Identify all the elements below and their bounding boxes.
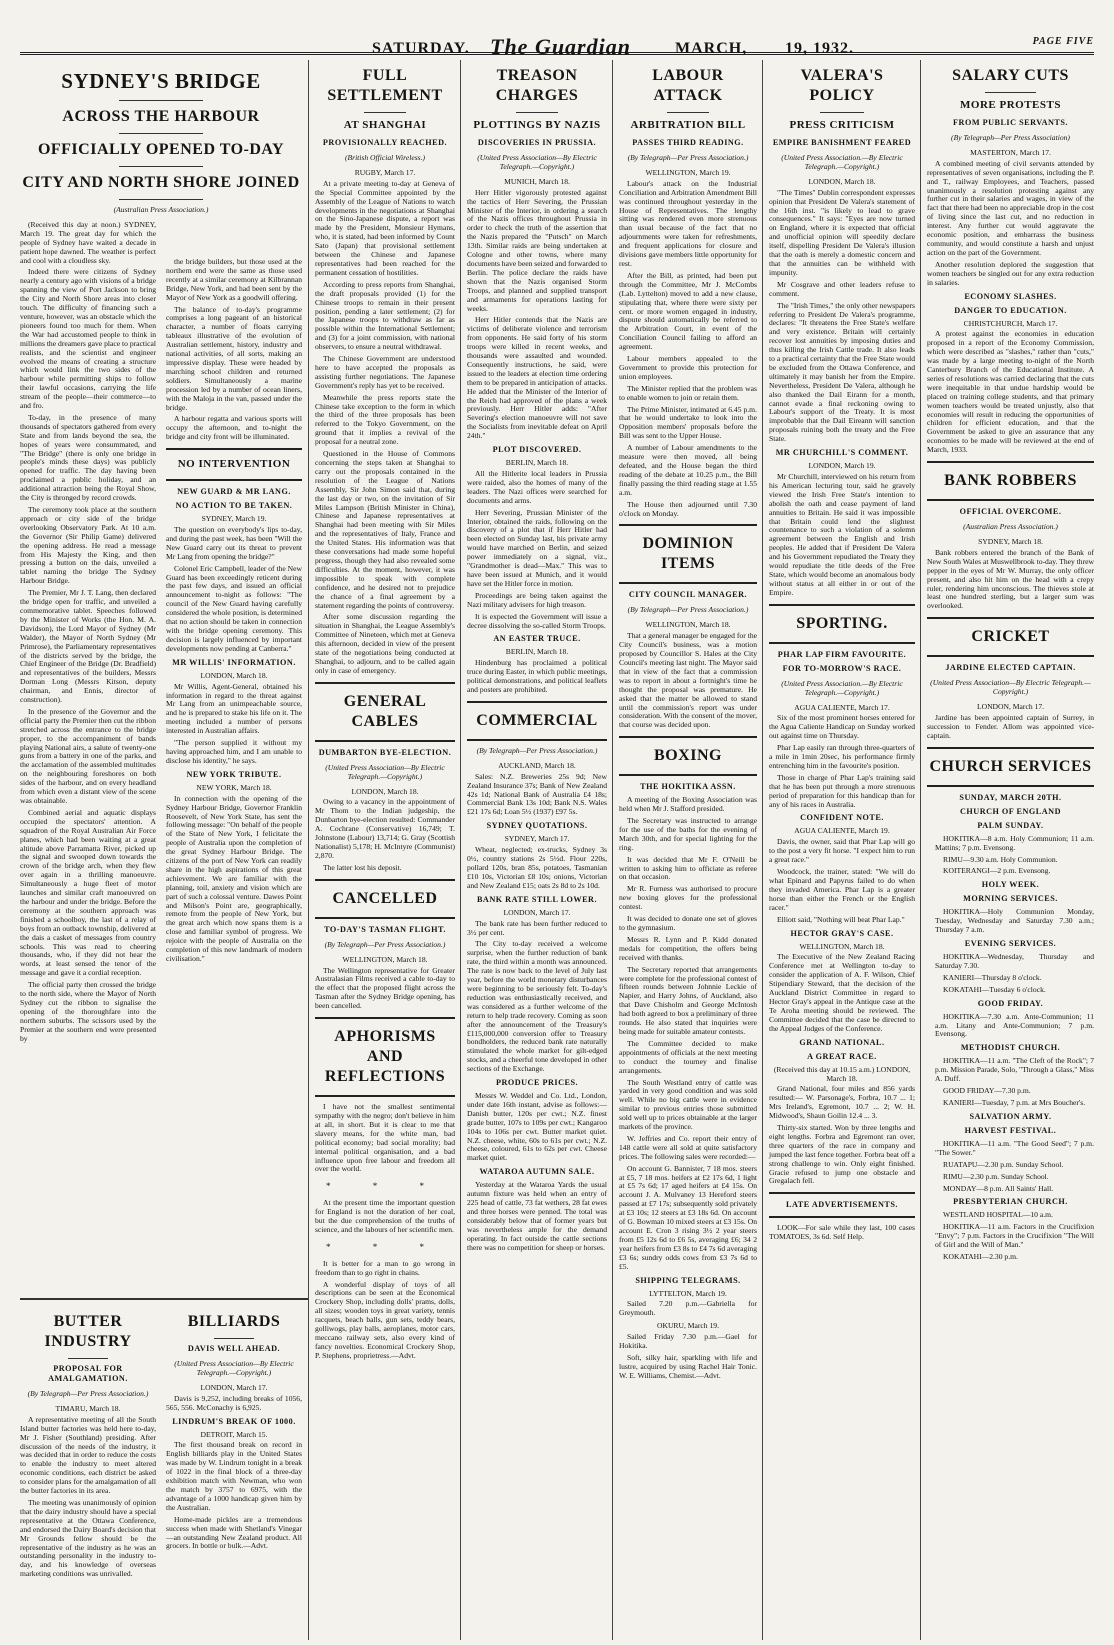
paragraph: The Secretary was instructed to arrange for the use of the baths for the evening of March 30th, and for special lighting for the ring. (619, 816, 757, 852)
paragraph: The meeting was unanimously of opinion that the dairy industry should have a special representative at the Ottawa Conference, and endorsed the Dairy Board's decision that Mr Grounds fellow should be the representative of the industry as he was an outstanding personality in the industry to-day, and his knowledge of overseas marketing conditions was unrivalled. (20, 1497, 156, 1579)
paragraph: Sailed 7.20 p.m.—Gabriella for Greymouth. (619, 1299, 757, 1318)
dateline: WELLINGTON, March 19. (645, 167, 731, 177)
subhead: OFFICIAL OVERCOME. (959, 507, 1062, 517)
subhead: FROM PUBLIC SERVANTS. (953, 118, 1068, 127)
paragraph: A harbour regatta and various sports will occupy the afternoon, and to-night the bridge and city front will be illuminated. (166, 414, 302, 442)
subhead: DISCOVERIES IN PRUSSIA. (477, 138, 597, 147)
article-billiards (166, 1306, 302, 1636)
paragraph: A protest against the economies in education proposed in a report of the Economy Commission, which were described as "slashes," rather than "cuts," was made by a large meeting to-night of the North Canterbury Branch of the Educational Institute. A series of resolutions was carried declaring that the cuts were inequitable in that undue hardship would be placed on training college students, and that primary women teachers would be treated unjustly, also that economies will result in reducing the opportunities of children for efficient education, and that the Government be asked to give an assurance that any economies to be made will be reviewed at the end of March, 1933. (927, 329, 1094, 455)
press-credit: (By Telegraph—Per Press Association.) (627, 605, 749, 615)
dateline: TIMARU, March 18. (55, 1403, 121, 1413)
subhead: HARVEST FESTIVAL. (964, 1125, 1057, 1135)
subhead: EMPIRE BANISHMENT FEARED (772, 138, 912, 147)
paragraph: In the presence of the Governor and the official party the Premier then cut the ribbon stretched across the entrance to the bridge proper, to the accompaniment of bands playing National airs, a salute of twenty-one guns from a battery in one of the parks, and the acclamation of the assembled multitudes on the neighbouring foreshores on both sides of the harbour, and on every headland from which even a distant view of the scene was obtainable. (20, 706, 156, 805)
service-listing: KOITERANGI—2 p.m. Evensong. (943, 866, 1051, 876)
paragraph: The Secretary reported that arrangements were complete for the professional contest of fifteen rounds between Johnnie Leckie of Napier, and Harry Johns, of Auckland, also that Dave Chisholm and George McIntosh had both agreed to box a preliminary of three rounds. He also stated that inquiries were being made for suitable amateur contests. (619, 964, 757, 1036)
subhead-no-action: NO ACTION TO BE TAKEN. (175, 501, 293, 511)
paragraph: Combined aerial and aquatic displays occupied the spectators' attention. A squadron of the Royal Australian Air Force planes, which had been waiting at a great altitude above Parramatta River, picked up the signal and swooped down towards the crown of the bridge arch, when they flew over again in a thrilling manoeuvre. Simultaneously a huge fleet of motor launches and similar craft manoeuvred on the harbour and under the bridge. Before the ceremony at the southern approach was finished a schoolboy, the last of a relay of boys from an outback township, delivered at the dais a casket of messages from country schools. This was read to cheering thousands, who, if they did not hear the words, at least sensed the tenor of the message and gave it a cordial reception. (20, 807, 156, 978)
headline-labour-attack: LABOUR ATTACK (652, 67, 724, 104)
press-credit: (By Telegraph—Per Press Association.) (324, 939, 446, 949)
subhead: CHURCH OF ENGLAND (960, 806, 1061, 816)
headline-boxing: BOXING (654, 747, 722, 765)
press-credit: (United Press Association—By Electric Telegraph.—Copyright.) (325, 762, 445, 781)
paragraph: The House then adjourned until 7.30 o'clock on Monday. (619, 499, 757, 518)
service-listing: RUATAPU—2.30 p.m. Sunday School. (943, 1159, 1064, 1169)
subhead: HECTOR GRAY'S CASE. (790, 928, 894, 938)
divider (516, 112, 558, 113)
paragraph: At a private meeting to-day at Geneva of the Special Committee appointed by the Assembly of the League of Nations to watch developments in the negotiations at Shanghai on the Sino-Japanese dispute, a report was made by the President, Monsieur Hymans, who, it is stated, had been informed by Count Sato (Japan) that provisional settlement between the Chinese and Japanese representatives had been reached for the permanent cessation of hostilities. (315, 178, 455, 277)
headline-butter-industry: BUTTER INDUSTRY (44, 1313, 132, 1350)
press-credit: (United Press Association—By Electric Telegraph.—Copyright.) (477, 153, 597, 171)
paragraph: The "Irish Times," the only other newspapers referring to President De Valera's programme, declares: "It threatens the Free State's welfare and very existence. Britain will certainly recover lost annuities by imposing duties and thus killing the Irish Cattle trade. It also leads to a practical certainty that the Free State would be excluded from the Ottawa Conference, and ultimately it may banish her from the Empire. Nevertheless, President De Valera, although he also thanked the Dail Eirann for a month, cannot evade a final reckoning owing to Labour's support of the Treaty. It is most improbable that the Dail Eireann will sanction proposals ruining both the treaty and the Free State. (769, 300, 915, 444)
paragraph: Davis is 9,252, including breaks of 1056, 565, 556. McConachy is 6,925. (166, 1393, 302, 1412)
paragraph: A meeting of the Boxing Association was held when Mr J. Stafford presided. (619, 795, 757, 814)
divider (985, 92, 1035, 93)
paragraph: Mr Cosgrave and other leaders refuse to comment. (769, 279, 915, 298)
dateline: MUNICH, March 18. (504, 176, 570, 186)
advertisement: A wonderful display of toys of all descriptions can be seen at the Economical Crockery Shop, including dolls' prams, dolls, all sizes; wooden toys in great variety, tennis racquets, beach balls, gun sets, teddy bears, golliwogs, play balls, aeroplanes, motor cars, meccano railway sets, also every kind of fancy novelties. Economical Crockery Shop, P. Stephens, proprietress.—Advt. (315, 1279, 455, 1360)
dateline: WELLINGTON, March 18. (645, 620, 731, 630)
subhead: AN EASTER TRUCE. (493, 634, 581, 644)
headline-billiards: BILLIARDS (187, 1313, 281, 1330)
headline-valeras-policy: VALERA'S POLICY (800, 67, 884, 104)
subhead: PRODUCE PRICES. (495, 1078, 579, 1088)
subhead: EVENING SERVICES. (964, 939, 1057, 949)
dateline: BERLIN, March 18. (505, 458, 569, 468)
paragraph: The City to-day received a welcome surprise, when the further reduction of bank rate, the third within a month was announced. The rate is now back to the level of July last year, before the world monetary disturbances were beginning to be seriously felt. To-day's reduction was enthusiastically received, and was considered as a further welcome of the return to help trade recovery. Coming as soon after the announcement of the Treasury's £115,000,000 conversion offer to Treasury bondholders, the reduced bank rate naturally stimulated the whole market for gilt-edged stocks, and a cheerful tone developed in other sections of the Exchange. (467, 939, 607, 1074)
paragraph: The Minister replied that the problem was to enable women to join or retain them. (619, 383, 757, 402)
subhead: PROPOSAL FOR AMALGAMATION. (48, 1364, 128, 1383)
paragraph: the bridge builders, but those used at the northern end were the same as those used recently at a similar ceremony at Kilbrannan Bridge, New York, and had been sent by the Mayor of New York as a goodwill offering. (166, 257, 302, 302)
subhead-arbitration: ARBITRATION BILL (630, 119, 746, 131)
press-credit: (By Telegraph—Per Press Association.) (27, 1389, 149, 1398)
subhead: FOR TO-MORROW'S RACE. (782, 663, 902, 673)
dateline: LONDON, March 17. (503, 907, 571, 917)
dateline: LONDON, March 18. (200, 670, 268, 680)
subhead: BANK RATE STILL LOWER. (476, 894, 598, 904)
subhead-shanghai: AT SHANGHAI (343, 119, 427, 131)
press-credit: (United Press Association.—By Electric Telegraph.—Copyright.) (781, 153, 903, 171)
paragraph: Yesterday at the Wataroa Yards the usual autumn fixture was held when an entry of 225 head of cattle, 73 fat wethers, 28 fat ewes and three horses were penned. The total was considerably below that of former years but was nevertheless ample for the demand operating. In fact outside the cattle sections there was no competition for sheep or horses. (467, 1180, 607, 1252)
advertisement: Home-made pickles are a tremendous success when made with Shetland's Vinegar—an outstanding New Zealand product. All grocers. In bottle or bulk.—Advt. (166, 1514, 302, 1551)
column-7 (927, 60, 1094, 1635)
divider (820, 112, 864, 113)
paragraph: Herr Severing, Prussian Minister of the Interior, obtained the raids, following on the discovery of a plot that if Herr Hitler had been elected on Sunday last, his private army would have marched on Berlin, and seized power immediately on a signal, viz., "Grandmother is dead—Max." This was to have been issued at Munich, and it would have set the Hitler force in motion. (467, 507, 607, 588)
subhead-new-york: NEW YORK TRIBUTE. (186, 769, 282, 779)
divider (214, 1338, 255, 1339)
subhead: CONFIDENT NOTE. (800, 813, 884, 823)
article-sydney-col2 (166, 258, 302, 1296)
paragraph: The latter lost his deposit. (323, 862, 402, 872)
paragraph: The Prime Minister, intimated at 6.45 p.m. that he would undertake to look into the Opposition members' proposals before the Bill was sent to the Upper House. (619, 404, 757, 441)
paragraph: I have not the smallest sentimental sympathy with the negro; don't believe in him at all, in short. But it is clear to me that slavery means, for the white man, bad political economy; bad social morality; bad internal political organisation, and a bad influence upon free labour and freedom all over the world. (315, 1102, 455, 1174)
dateline: SYDNEY, March 18. (978, 537, 1043, 546)
separator: * * * (326, 1241, 444, 1252)
subhead-officially-opened: OFFICIALLY OPENED TO-DAY (37, 141, 285, 158)
subhead: DUMBARTON BYE-ELECTION. (318, 747, 452, 757)
service-listing: KOKATAHI—2.30 p.m. (943, 1252, 1018, 1262)
service-listing: HOKITIKA—8 a.m. Holy Communion; 11 a.m. Mattins; 7 p.m. Evensong. (935, 833, 1094, 852)
column-3 (315, 60, 455, 1635)
subhead: PROVISIONALLY REACHED. (322, 138, 448, 147)
dateline: AGUA CALIENTE, March 17. (794, 702, 890, 712)
advertisement: Soft, silky hair, sparkling with life and lustre, acquired by using Rachel Hair Tonic. W. E. Williams, Chemist.—Advt. (619, 1352, 757, 1380)
dateline: WELLINGTON, March 18. (342, 954, 428, 964)
paragraph: W. Jeffries and Co. report their entry of 148 cattle were all sold at quite satisfactory prices. The following sales were recorded:— (619, 1133, 757, 1161)
subhead: A GREAT RACE. (807, 1051, 877, 1061)
paragraph: Sales: N.Z. Breweries 25s 9d; New Zealand Insurance 37s; Bank of New Zealand 42s 1d; National Bank of Australia £4 18s; Commercial Bank 13s 10d; Bank N.S. Wales £21 17s 6d; Loan 5½ (1937) £97 5s. (467, 771, 607, 817)
column-rule (460, 60, 461, 1640)
masthead-title: The Guardian (490, 34, 631, 59)
dateline: LONDON, March 18. (351, 786, 419, 796)
paragraph: On account G. Bannister, 7 18 mos. steers at £5, 7 18 mos. heifers at £2 17s 6d, 1 light at £5 7s 6d; 17 aged heifers at £4 15s. On account J. A. Mulvaney 13 Hereford steers passed at £7 17s; subsequently sold privately at £3 10s; 12 steers at £3 18s 6d. On account of G. Bowman 10 mixed steers at £3 15s. On account E. Cron 3 rising 3½ 2 year steers from £5 12s 6d to £6 5s, averaging £6; 34 2 year heifers from £3 8s to £4 7s 6d averaging £3 6s; sundry odds cows from £3 7s 6d to £5. (619, 1163, 757, 1271)
paragraph: Indeed there were citizens of Sydney nearly a century ago with visions of a bridge spanning the view of Port Jackson to bring the City and North Shore areas into closer touch. The difficulty of financing such a venture, however, was an obstacle which the pioneers found too much for them. When the War had accustomed people to think in millions the dreamers gave place to practical realists, and the scientist and engineer evolved the means of creating a structure which would link the two sides of the harbour while permitting ships to follow their lawful occasions, carrying the life stream of the people—their commerce—to and fro. (20, 267, 156, 411)
headline-cricket: CRICKET (971, 628, 1050, 646)
paragraph: "The person supplied it without my having approached him, and I am unable to disclose his identity," he says. (166, 738, 302, 765)
headline-sporting: SPORTING. (796, 614, 888, 632)
service-listing: HOKITIKA—7.30 a.m. Ante-Communion; 11 a.m. Litany and Ante-Communion; 7 p.m. Evensong. (935, 1011, 1094, 1039)
divider (667, 112, 708, 113)
paragraph: A combined meeting of civil servants attended by representatives of seven organisations, including the P. and T., railway Employees, and Teachers, passed unanimously a resolution protesting against any further cut in their salaries and wages, in view of the fact that there had been no appreciable drop in the cost of living since the last cut, and no reduction in interest. Any further cut would aggravate the economic position, and embarrass the business community, and would constitute a harsh and unjust action on the part of the Government. (927, 158, 1094, 257)
paragraph: To-day, in the presence of many thousands of spectators gathered from every State and from lands beyond the sea, the hopes of years were consummated, and "The Bridge" (there is only one bridge in people's minds these days) was publicly opened for traffic. The day having been proclaimed a public holiday, and an additional attraction being the Royal Show, the City is thronged by record crowds. (20, 412, 156, 503)
paragraph: The South Westland entry of cattle was yarded in very good condition and was sold well. While no big cattle were in evidence similar to previous entries those submitted sold well up to prices obtainable at the larger markets of the province. (619, 1077, 757, 1132)
paragraph: At the present time the important question for England is not the duration of her coal, but the due comprehension of the truths of science, and the labours of her scientific men. (315, 1198, 455, 1234)
paragraph: The balance of to-day's programme comprises a long pageant of an historical character, a number of floats carrying tableaux illustrative of the evolution of Australian settlement, history, industry and national activities, of all sorts, making an impressive display. These were headed by marching school children and returned soldiers. Simultaneously a marine procession led by a number of ocean liners, with the Maloja in the van, passed under the bridge. (166, 304, 302, 412)
subhead: CITY COUNCIL MANAGER. (628, 590, 748, 600)
headline-aphorisms: APHORISMS AND REFLECTIONS (324, 1028, 446, 1086)
paragraph: After some discussion regarding the situation in Shanghai, the League Assembly's Committee of Nineteen, which met at Geneva this afternoon, decided in view of the present state of the negotiations being conducted at Shanghai, to adjourn, and to be called again only in case of emergency. (315, 612, 455, 675)
subhead: WATAROA AUTUMN SALE. (479, 1167, 595, 1177)
dateline: LONDON, March 17. (976, 702, 1045, 712)
dateline: (Received this day at 10.15 a.m.) LONDON, March 18. (773, 1064, 911, 1083)
dateline: DETROIT, March 15. (200, 1429, 268, 1439)
service-listing: RIMU—9.30 a.m. Holy Communion. (943, 854, 1058, 864)
subhead: PALM SUNDAY. (977, 820, 1044, 830)
service-listing: KANIERI—Tuesday, 7 p.m. at Mrs Boucher's. (943, 1098, 1086, 1107)
subhead: DAVIS WELL AHEAD. (187, 1344, 281, 1353)
paragraph: Another resolution deplored the suggestion that women teachers be singled out for any extra reduction in salaries. (927, 259, 1094, 287)
paragraph: It was decided that Mr F. O'Neill be written to asking him to officiate as referee on that occasion. (619, 854, 757, 882)
dateline: LYTTELTON, March 19. (649, 1288, 727, 1298)
headline-treason-charges: TREASON CHARGES (495, 67, 579, 104)
subhead: MORNING SERVICES. (963, 894, 1058, 904)
paragraph: According to press reports from Shanghai, the draft proposals provided (1) for the Chinese troops to remain in their present position, pending a later settlement; (2) for the Japanese troops to withdraw as far as possible within the International Settlement; and (3) for a joint commission, with national observers, to ensure a neutral withdrawal. (315, 279, 455, 352)
headline-commercial: COMMERCIAL (476, 711, 598, 729)
subhead-across-harbour: ACROSS THE HARBOUR (62, 108, 260, 125)
paragraph: Colonel Eric Campbell, leader of the New Guard has been exceedingly reticent during the past few days, and issued an official announcement to-night as follows: "The council of the New Guard having carefully considered the whole position, is determined that no action should be taken in connection with the bridge opening ceremony. This decision is largely influenced by important developments now pending at Canberra." (166, 563, 302, 653)
column-rule (612, 60, 613, 1640)
subhead: TO-DAY'S TASMAN FLIGHT. (324, 924, 446, 934)
paragraph: Questioned in the House of Commons concerning the steps taken at Shanghai to carry out the proposals contained in the resolution of the League of Nations Assembly, Sir John Simon said that, during the last day or two, on the invitation of Sir Miles Lampson (British Minister in China), Chinese and Japanese representatives at Shanghai had been meeting with Sir Miles and the representatives of Italy, France and the United States. His information was that these conversations had made some hopeful progress, though they had also revealed some difficulties. At the moment, however, it was impossible to speak with complete confidence, and he desired not to prejudice the chance of a final agreement by a statement regarding the points of controversy. (315, 449, 455, 610)
subhead: PASSES THIRD READING. (632, 138, 744, 147)
headline-church-services: CHURCH SERVICES (929, 757, 1092, 775)
subhead: GRAND NATIONAL. (799, 1037, 885, 1047)
headline-full-settlement: FULL SETTLEMENT (327, 67, 443, 104)
dateline: BERLIN, March 18. (505, 647, 569, 657)
subhead: JARDINE ELECTED CAPTAIN. (945, 663, 1076, 673)
service-listing: HOKITIKA—11 a.m. "The Cleft of the Rock"; 7 p.m. Mission Parade, Solo, "Through a Glass," Miss A. Duff. (935, 1056, 1094, 1084)
headline-sydney-bridge: SYDNEY'S BRIDGE (61, 69, 261, 93)
dateline: LONDON, March 19. (808, 461, 876, 471)
headline-cancelled: CANCELLED (332, 889, 438, 907)
dateline: OKURU, March 19. (656, 1321, 719, 1331)
paragraph: Woodcock, the trainer, stated: "We will do what Epinard and Papyrus failed to do when they invaded America. Phar Lap is a greater horse than either the French or the English racer." (769, 867, 915, 912)
masthead-month: MARCH, (675, 40, 748, 57)
paragraph: Labour members appealed to the Government to provide this protection for union employees. (619, 354, 757, 381)
service-listing: MONDAY—8 p.m. All Saints' Hall. (943, 1183, 1054, 1193)
paragraph: "The Times" Dublin correspondent expresses opinion that President De Valera's statement of the 16th inst. "is likely to lead to grave consequences." It says: "Eyes are now turned on England, where it is expected that official and unofficial opinion will speedily declare itself, dispelling President De Valera's illusion that the oath is merely a domestic concern and that the annuities can be withheld with impunity. (769, 187, 915, 277)
headline-salary-cuts: SALARY CUTS (952, 67, 1069, 84)
paragraph: Davis, the owner, said that Phar Lap will go to the post a very fit horse. "I expect him to run a great race." (769, 837, 915, 865)
paragraph: The Premier, Mr J. T. Lang, then declared the bridge open for traffic, and unveiled a commemorative tablet. Speeches followed by the Minister of Works (the Hon. M. A. Davidson), the Lord Mayor of Sydney (Mr Walder), the Mayor of North Sydney (Mr Primrose), the Parliamentary representatives of the districts served by the bridge, the Chief Engineer of the Bridge (Dr. Bradfield) and representatives of the builders, Messrs Dorman Long (Messrs Kitson, deputy chairman, and Ennis, director of construction). (20, 588, 156, 705)
subhead: ECONOMY SLASHES. (964, 291, 1057, 301)
paragraph: It was decided to donate one set of gloves to the gymnasium. (619, 914, 757, 932)
page-number: PAGE FIVE (1032, 36, 1094, 47)
subhead-willis: MR WILLIS' INFORMATION. (172, 657, 296, 667)
dateline: LONDON, March 17. (200, 1382, 268, 1392)
press-credit: (By Telegraph—Per Press Association.) (476, 745, 598, 755)
subhead: SALVATION ARMY. (969, 1111, 1052, 1121)
paragraph: Herr Hitler vigorously protested against the tactics of Herr Severing, the Prussian Minister of the Interior, in ordering a search of the Nazis offices throughout Prussia in order to check the truth of the assertion that the Nazis prepared the "Putsch" on March 13th. Similar raids are being undertaken at Cologne and other towns, where many documents have been seized and forwarded to Berlin. The police declare the raids have shown that the Nazis organised Storm Troops, and planned and supplied transport and armaments for operations lasting for weeks. (467, 187, 608, 313)
paragraph: The ceremony took place at the southern approach or city side of the bridge overlooking Observatory Park. At 10 a.m. the Governor (Sir Philip Game) delivered the opening address. He read a message from His Majesty the King, and then pressing a button on the dais, unveiled a tablet naming the bridge The Sydney Harbour Bridge. (20, 505, 156, 586)
subhead: LINDRUM'S BREAK OF 1000. (172, 1416, 296, 1426)
subhead: SUNDAY, MARCH 20TH. (959, 792, 1062, 802)
service-listing: GOOD FRIDAY—7.30 p.m. (943, 1086, 1031, 1096)
service-listing: HOKITIKA—Holy Communion Monday, Tuesday, Wednesday and Saturday 7.30 a.m.; Thursday 7 a.m. (935, 907, 1094, 935)
masthead (20, 12, 1094, 59)
paragraph: Those in charge of Phar Lap's training said that he has been put through a more strenuous period of preparation for this handicap than for any of his races in Australia. (769, 772, 915, 809)
paragraph: Mr R. Furness was authorised to procure new boxing gloves for the professional contest. (619, 884, 757, 912)
paragraph: Six of the most prominent horses entered for the Agua Caliente Handicap on Sunday worked out against time on Thursday. (769, 713, 915, 741)
subhead-nazis: PLOTTINGS BY NAZIS (473, 119, 601, 131)
paragraph: Phar Lap easily ran through three-quarters of a mile in 1min 20sec, his performance firmly entrenching him in the favourite's position. (769, 743, 915, 770)
paragraph: Labour's attack on the Industrial Conciliation and Arbitration Amendment Bill was continued throughout yesterday in the House of Representatives. The lengthy sitting was rendered even more strenuous than usual because of the fact that no adjournments were taken for refreshments, and frequent applications for closure and divisions gave members little opportunity for rest. (619, 178, 757, 268)
service-listing: KOKATAHI—Tuesday 6 o'clock. (943, 984, 1046, 994)
subhead-city-north-shore: CITY AND NORTH SHORE JOINED (22, 174, 300, 191)
subhead-shipping: SHIPPING TELEGRAMS. (635, 1275, 741, 1285)
subhead: PRESBYTERIAN CHURCH. (953, 1197, 1068, 1207)
headline-bank-robbers: BANK ROBBERS (944, 472, 1077, 490)
dateline: NEW YORK, March 18. (196, 782, 272, 792)
paragraph: A representative meeting of all the South Island butter factories was held here to-day, Mr J. Fisher (Southland) presiding. After discussion of the needs of the industry, it was decided that in order to reduce the costs to enable the industry to meet altered economic conditions, each district be asked to consider plans for the amalgamation of all the butter factories in its area. (20, 1414, 157, 1496)
divider (364, 112, 406, 113)
dateline: LONDON, March 18. (808, 176, 876, 186)
paragraph: Sailed Friday 7.30 p.m.—Gael for Hokitika. (619, 1332, 757, 1351)
press-credit: (United Press Association.—By Electric Telegraph.—Copyright.) (781, 678, 903, 697)
paragraph: Owing to a vacancy in the appointment of Mr Thom to the Indian judgeship, the Dunbarton bye-election resulted: Commander A. Cochrane (Conservative) 16,749; T. Johnstone (Labour) 13,714; G. Gray (Scottish Nationalist) 5,178; H. McIntyre (Communist) 2,870. (315, 797, 455, 860)
subhead: GOOD FRIDAY. (977, 998, 1044, 1008)
dateline: SYDNEY, March 17. (504, 834, 570, 844)
paragraph: The official party then crossed the bridge to the north side, where the Mayor of North Sydney cut the ribbon to signalise the opening of the thoroughfare into the northern suburbs. The scissors used by the Premier at the southern end were presented by (20, 980, 156, 1043)
paragraph: In connection with the opening of the Sydney Harbour Bridge, Governor Franklin Roosevelt, of New York State, has sent the following message: "On behalf of the people of the State of New York, I felicitate the people of Australia upon the completion of the great Sydney Harbour Bridge. The citizens of the port of New York can readily share in the high aspirations of this great achievement. We are familiar with the planning, toil, anxiety and vision which are part of such a colossal venture. Dawes Point and Milson's Point are, geographically, remote from the people of New York, but the great arch which now spans them is a close and familiar symbol of progress. We rejoice with the people of Australia on the completion of this new landmark of modern civilisation." (166, 793, 302, 963)
paragraph: (Received this day at noon.) SYDNEY, March 19. The great day for which the people of Sydney have waited a decade in patient hope dawned. The weather is perfect and cool with a cloudless sky. (20, 219, 156, 265)
dateline: MASTERTON, March 17. (970, 147, 1051, 157)
paragraph: Wheat, neglected; ex-trucks, Sydney 3s 0½, country stations 2s 5½d. Flour 220s, pollard 120s, bran 85s, potatoes, Tasmanian £10 10s, Victorian £8 10s; onions, Victorian and New Zealand £15; oats 2s 8d to 2s 10d. (467, 845, 607, 890)
paragraph: Mr Willis, Agent-General, obtained his information in regard to the threat against Mr Lang from an unimpeachable source, and he is prepared to stake his life on it. The meeting included a number of persons interested in Australian affairs. (166, 681, 302, 736)
subhead: PHAR LAP FIRM FAVOURITE. (777, 649, 907, 659)
dateline: AGUA CALIENTE, March 19. (794, 826, 890, 836)
paragraph: It is expected the Government will issue a decree dissolving the so-called Storm Troops. (467, 611, 607, 630)
article-butter (20, 1306, 156, 1636)
paragraph: All the Hitlerite local leaders in Prussia were raided, also the homes of many of the leaders. The Nazi offices were searched for documents and arms. (467, 469, 607, 505)
masthead-date: 19, 1932. (785, 40, 854, 57)
headline-late-ads: LATE ADVERTISEMENTS. (786, 1200, 898, 1210)
dateline: CHRISTCHURCH, March 17. (963, 318, 1058, 328)
paragraph: Herr Hitler contends that the Nazis are victims of deliberate violence and terrorism from opponents. He said forty of his storm troops were killed in recent weeks, and thousands were assaulted and wounded. Consequently instructions, he said, were issued to the leaders at election time ordering them to be prepared in anticipation of attacks. He added that the Minister of the Interior of the Reich had approved of the plans a week previously. Herr Hitler adds: "After Severing's election manoeuvre will not save the Socialists from inevitable defeat on April 24th." (467, 315, 607, 441)
service-listing: KANIERI—Thursday 8 o'clock. (943, 972, 1042, 982)
dateline: WELLINGTON, March 18. (799, 941, 885, 951)
paragraph: It is better for a man to go wrong in freedom than to go right in chains. (315, 1258, 455, 1277)
paragraph: The bank rate has been further reduced to 3½ per cent. (467, 918, 607, 937)
service-listing: HOKITIKA—11 a.m. Factors in the Crucifixion "Envy"; 7 p.m. Factors in the Crucifixion "The Will of Girl and the Will of Man." (935, 1222, 1094, 1250)
divider (119, 166, 204, 167)
paragraph: Bank robbers entered the branch of the Bank of New South Wales at Muswellbrook to-day. They threw pepper in the eyes of Mr W. Murray, the only officer present, and also hit him on the head with a crepy ruler, rendering him unconscious. The thieves stole at least one hundred sterling, but a larger sum was overlooked. (927, 547, 1094, 611)
subhead: DANGER TO EDUCATION. (954, 305, 1067, 315)
service-listing: RIMU—2.30 p.m. Sunday School. (943, 1171, 1049, 1181)
masthead-day: SATURDAY. (372, 40, 470, 57)
press-credit: (British Official Wireless.) (344, 153, 426, 162)
headline-general-cables: GENERAL CABLES (343, 692, 427, 730)
column-5 (619, 60, 757, 1635)
paragraph: Mr Churchill, interviewed on his return from his American lecturing tour, said he gravely viewed the Irish Free State's intention to abolish the oath and cease payment of land annuities to Britain. He said it was impossible that Britain could lend the slightest countenance to such a violation of a solemn agreement between the English and Irish peoples. He added that if President De Valera and his Government repudiated the Treaty they would repudiate the title deeds of the Free State, which would become an anomalous body without status at all either in or out of the Empire. (769, 472, 915, 597)
paragraph: Proceedings are being taken against the Nazi military advisers for high treason. (467, 590, 607, 609)
paragraph: The Chinese Government are understood here to have accepted the proposals as assisting further negotiations. The Japanese Government's reply has yet to be received. (315, 354, 455, 390)
paragraph: The Committee decided to make appointments of officials at the next meeting to conduct the tourney and finalise arrangements. (619, 1038, 757, 1075)
column-6 (769, 60, 915, 1635)
paragraph: Messrs R. Lynn and P. Kidd donated medals for competition, the offers being received with thanks. (619, 934, 757, 962)
press-credit: (By Telegraph—Per Press Association.) (627, 153, 749, 162)
divider (119, 133, 204, 134)
divider (119, 100, 204, 101)
service-listing: HOKITIKA—Wednesday, Thursday and Saturday 7.30. (935, 952, 1094, 970)
column-rule (920, 60, 921, 1640)
subhead: METHODIST CHURCH. (960, 1043, 1061, 1053)
press-credit: (Australian Press Association.) (113, 205, 209, 214)
service-listing: WESTLAND HOSPITAL—10 a.m. (943, 1210, 1053, 1220)
paragraph: Messrs W. Weddel and Co. Ltd., London, under date 16th instant, advise as follows:— Danish butter, 120s per cwt.; N.Z. finest grade butter, 107s to 109s per cwt.; Kangaroo 104s to 106s per cwt. Butter market quiet. N.Z. cheese, white, 60s to 61s per cwt.; N.Z. cheese, coloured, 61s to 62s per cwt. Cheese market quiet. (467, 1091, 607, 1163)
paragraph: Jardine has been appointed captain of Surrey, in succession to Fender. Allom was appointed vice-captain. (927, 712, 1094, 740)
separator: * * * (326, 1181, 444, 1192)
headline-dominion-items: DOMINION ITEMS (642, 535, 734, 573)
subhead: MR CHURCHILL'S COMMENT. (775, 448, 909, 458)
paragraph: Hindenburg has proclaimed a political truce during Easter, in which public meetings, political demonstrations, and political leaflets and posters are prohibited. (467, 658, 607, 695)
press-credit: (United Press Association—By Electric Telegraph.—Copyright.) (930, 678, 1091, 697)
paragraph: After the Bill, as printed, had been put through the Committee, Mr J. McCombs (Lab. Lyttelton) moved to add a new clause, stipulating that, where there were sixty per cent. or more women engaged in industry, dispute should automatically be referred to the Arbitration Court, in event of the Conciliation Council failing to afford an agreement. (619, 270, 757, 352)
subhead-press-criticism: PRESS CRITICISM (789, 119, 895, 131)
column-rule (308, 60, 309, 1640)
paragraph: The Wellington representative for Greater Australasian Films received a cable to-day to the effect that the proposed flight across the Tasman after the Sydney Bridge opening, has been cancelled. (315, 965, 455, 1011)
press-credit: (United Press Association—By Electric Telegraph.—Copyright.) (174, 1359, 294, 1377)
subhead: HOLY WEEK. (981, 880, 1040, 890)
dateline: RUGBY, March 17. (354, 167, 416, 177)
section-rule (20, 1298, 308, 1300)
paragraph: The question on everybody's lips to-day, and during the past week, has been "Will the New Guard carry out its threat to prevent Mr Lang from opening the bridge?" (166, 525, 302, 561)
column-rule (762, 60, 763, 1640)
subhead: SYDNEY QUOTATIONS. (486, 821, 588, 831)
paragraph: Thirty-six started. Won by three lengths and eight lengths. Forbra and Egremont ran over, three quarters of the race in company and jumped the last fence together. Forbra beat off a strong challenge to win. Only eight finished. Gracie refused to jump one obstacle and Gregalach fell. (769, 1123, 915, 1186)
divider (119, 199, 204, 200)
paragraph: Grand National, four miles and 856 yards resulted:— W. Parsonage's, Forbra, 10.7 ... 1; Mrs Ireland's, Egremont, 10.7 ... 2; W. H. Midwood's, Shaun Goilin 12.4 ... 3. (769, 1084, 915, 1121)
divider (68, 1358, 109, 1359)
paragraph: That a general manager be engaged for the City Council's business, was a motion proposed by Councillor S. Hales at the City Council's meeting last night. The Mayor said that in view of the fact that a commission was to report in about a fortnight's time he thought the proposal was premature. He asked that the matter be allowed to stand until the commission's report was under consideration. With the consent of the mover, that course was decided upon. (619, 631, 758, 730)
subhead: PLOT DISCOVERED. (492, 445, 582, 455)
subhead-new-guard: NEW GUARD & MR LANG. (177, 487, 291, 497)
paragraph: Meanwhile the press reports state the Chinese take exception to the form in which the third of the three proposals has been referred to the Tokyo Government, on the ground that it implies a revival of the proposal for a neutral zone. (315, 392, 455, 447)
dateline: SYDNEY, March 19. (201, 514, 267, 524)
paragraph: The first thousand break on record in English billiards play in the United States was made by W. Lindrum tonight in a break of 1022 in the final block of a three-day exhibition match with Newman, who won the match by 3757 to 6975, with the advantage of a 1000 handicap given him by the Australian. (166, 1440, 302, 1512)
advertisement: LOOK—For sale while they last, 100 cases TOMATOES, 3s 6d. Self Help. (769, 1223, 915, 1242)
press-credit: (Australian Press Association.) (963, 522, 1058, 532)
dateline: AUCKLAND, March 18. (498, 760, 576, 770)
paragraph: A number of Labour amendments to the measure were then moved, all being defeated, and the House began the third reading of the debate at 10.25 p.m., the Bill finally passing the third reading stage at 1.55 a.m. (619, 443, 757, 497)
press-credit: (By Telegraph—Per Press Association) (951, 133, 1070, 142)
paragraph: The Executive of the New Zealand Racing Conference met at Wellington to-day to consider the application of A. F. Wilson, Chief Stipendiary Steward, that the decision of the Auckland District Committee in regard to Hector Gray's appeal in the Antique case at the Te Aroha meeting should be reviewed. The Committee decided that the case be directed to the Appeal Judges of the Conference. (769, 952, 915, 1033)
column-4 (467, 60, 607, 1635)
headline-no-intervention: NO INTERVENTION (177, 458, 291, 471)
paragraph: Elliott said, "Nothing will beat Phar Lap." (777, 914, 905, 924)
subhead: THE HOKITIKA ASSN. (640, 782, 736, 792)
service-listing: HOKITIKA—11 a.m. "The Good Seed"; 7 p.m. "The Sower." (935, 1138, 1094, 1157)
subhead-more-protests: MORE PROTESTS (960, 99, 1061, 111)
